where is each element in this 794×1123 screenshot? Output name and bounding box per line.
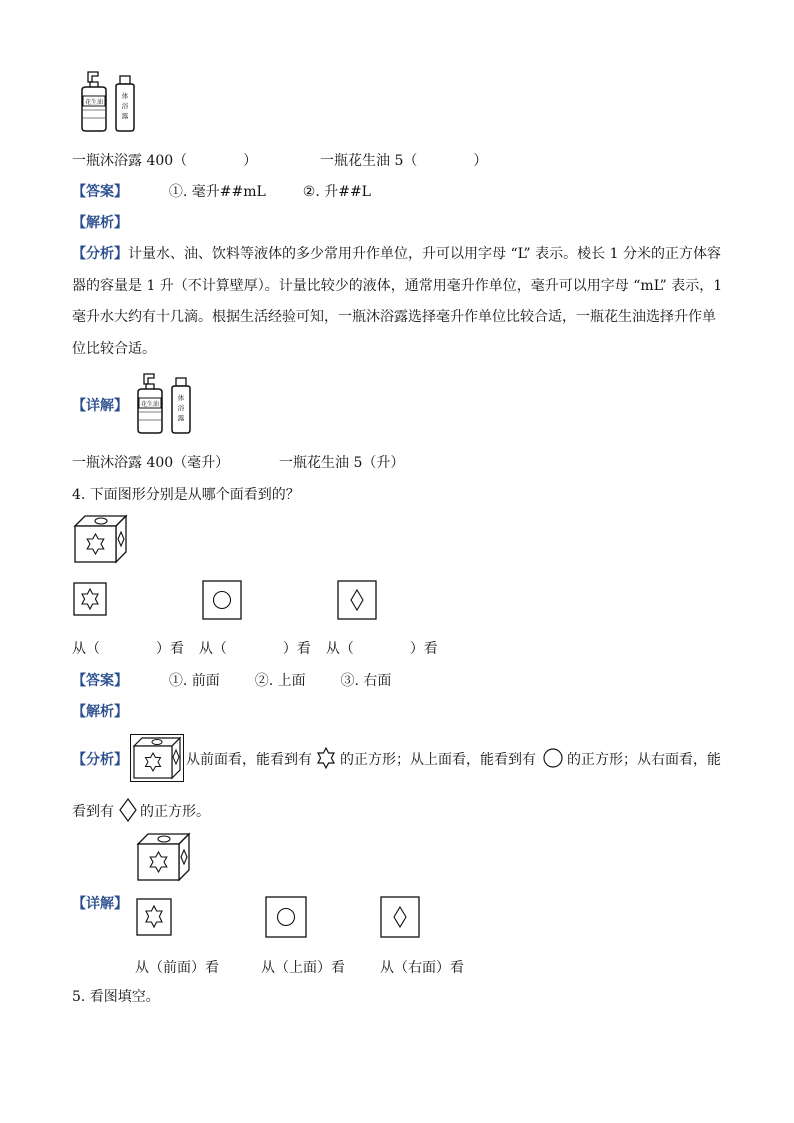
analysis-text-1: 计量水、油、饮料等液体的多少常用升作单位，升可以用字母 “L” 表示。棱长 1 分米的正方体容 (128, 246, 721, 262)
q4-answer-tag: 【答案】 (72, 673, 128, 689)
svg-text:浴: 浴 (177, 404, 185, 412)
q4-answer-3: . 右面 (354, 673, 392, 689)
svg-text:浴: 浴 (121, 102, 129, 110)
q4-answer-1: . 前面 (182, 673, 220, 689)
answer-2-num: ② (302, 184, 316, 200)
svg-text:体: 体 (177, 394, 185, 402)
bottles-illustration (74, 70, 144, 132)
q3-detail-left: 一瓶沐浴露 400（毫升） (72, 455, 230, 471)
q3-fill-left-text: 一瓶沐浴露 400（ (72, 153, 188, 169)
svg-text:露: 露 (121, 112, 129, 120)
cube-figure (73, 514, 129, 564)
jiexi-tag: 【解析】 (72, 215, 128, 231)
q4-analysis-l2a: 看到有 (72, 804, 114, 820)
detail-diamond-square (380, 896, 420, 938)
q3-fill-right-text: 一瓶花生油 5（ (320, 153, 418, 169)
q4-answer-2-num: ② (254, 673, 269, 689)
q3-fill-line-left (72, 150, 257, 170)
view-3-open: 从（ (325, 641, 354, 657)
cube-figure-inline (130, 734, 184, 782)
q3-analysis-line-1 (72, 244, 732, 264)
view-2-close: ）看 (282, 641, 311, 657)
q4-answer-1-num: ① (168, 673, 183, 689)
circle-icon (541, 746, 565, 770)
oil-bottle-label: 花生油 (84, 99, 104, 106)
q4-title: 4. 下面图形分别是从哪个面看到的？ (72, 487, 300, 503)
q3-analysis-line-4: 位比较合适。 (72, 341, 156, 357)
answer-1: . 毫升##mL (182, 184, 266, 200)
q4-detail-tag: 【详解】 (72, 896, 128, 912)
detail-circle-square (265, 896, 307, 938)
detail-label-top: 从（上面）看 (261, 960, 345, 976)
q4-analysis-l2b: 的正方形。 (140, 804, 210, 820)
star-icon (314, 746, 338, 770)
q3-detail-right: 一瓶花生油 5（升） (279, 455, 405, 471)
answer-2: . 升##L (315, 184, 371, 200)
answer-tag: 【答案】 (72, 184, 128, 200)
q3-answer-row (72, 181, 371, 201)
q4-analysis-p1: 从前面看，能看到有 (186, 752, 312, 768)
q4-answer-3-num: ③ (340, 673, 355, 689)
q4-analysis-p2: 的正方形；从上面看，能看到有 (340, 752, 536, 768)
cube-figure-detail (136, 832, 192, 882)
detail-label-right: 从（右面）看 (380, 960, 464, 976)
view-star-square (73, 582, 107, 616)
q4-analysis-p3: 的正方形；从右面看，能 (567, 752, 721, 768)
analysis-tag: 【分析】 (72, 246, 128, 262)
view-1-open: 从（ (72, 641, 100, 657)
q4-answer-2: . 上面 (268, 673, 306, 689)
bottles-illustration-detail (130, 372, 200, 434)
view-diamond-square (337, 580, 377, 620)
q4-jiexi-tag: 【解析】 (72, 704, 128, 720)
detail-star-square (136, 898, 172, 936)
q4-view-line (72, 638, 438, 658)
view-2-open: 从（ (198, 641, 227, 657)
diamond-icon (118, 797, 138, 823)
q4-answer-row (72, 670, 391, 690)
oil-bottle-label-detail: 花生油 (140, 401, 160, 408)
svg-text:体: 体 (121, 92, 129, 100)
q3-analysis-line-2: 器的容量是 1 升（不计算壁厚）。计量比较少的液体，通常用毫升作单位，毫升可以用字母 “mL” 表示，1 (72, 278, 723, 294)
answer-1-num: ① (168, 184, 183, 200)
view-3-close: ）看 (409, 641, 438, 657)
q3-fill-line-right (320, 150, 487, 170)
view-circle-square (202, 580, 242, 620)
detail-label-front: 从（前面）看 (135, 960, 219, 976)
q3-fill-left-end: ） (243, 153, 258, 169)
q5-title: 5. 看图填空。 (72, 989, 160, 1005)
detail-tag: 【详解】 (72, 398, 128, 414)
q4-analysis-tag: 【分析】 (72, 752, 128, 768)
svg-text:露: 露 (177, 414, 185, 422)
q3-analysis-line-3: 毫升水大约有十几滴。根据生活经验可知，一瓶沐浴露选择毫升作单位比较合适，一瓶花生油选择升作单 (72, 309, 716, 325)
view-1-close: ）看 (156, 641, 184, 657)
q3-fill-right-end: ） (473, 153, 488, 169)
